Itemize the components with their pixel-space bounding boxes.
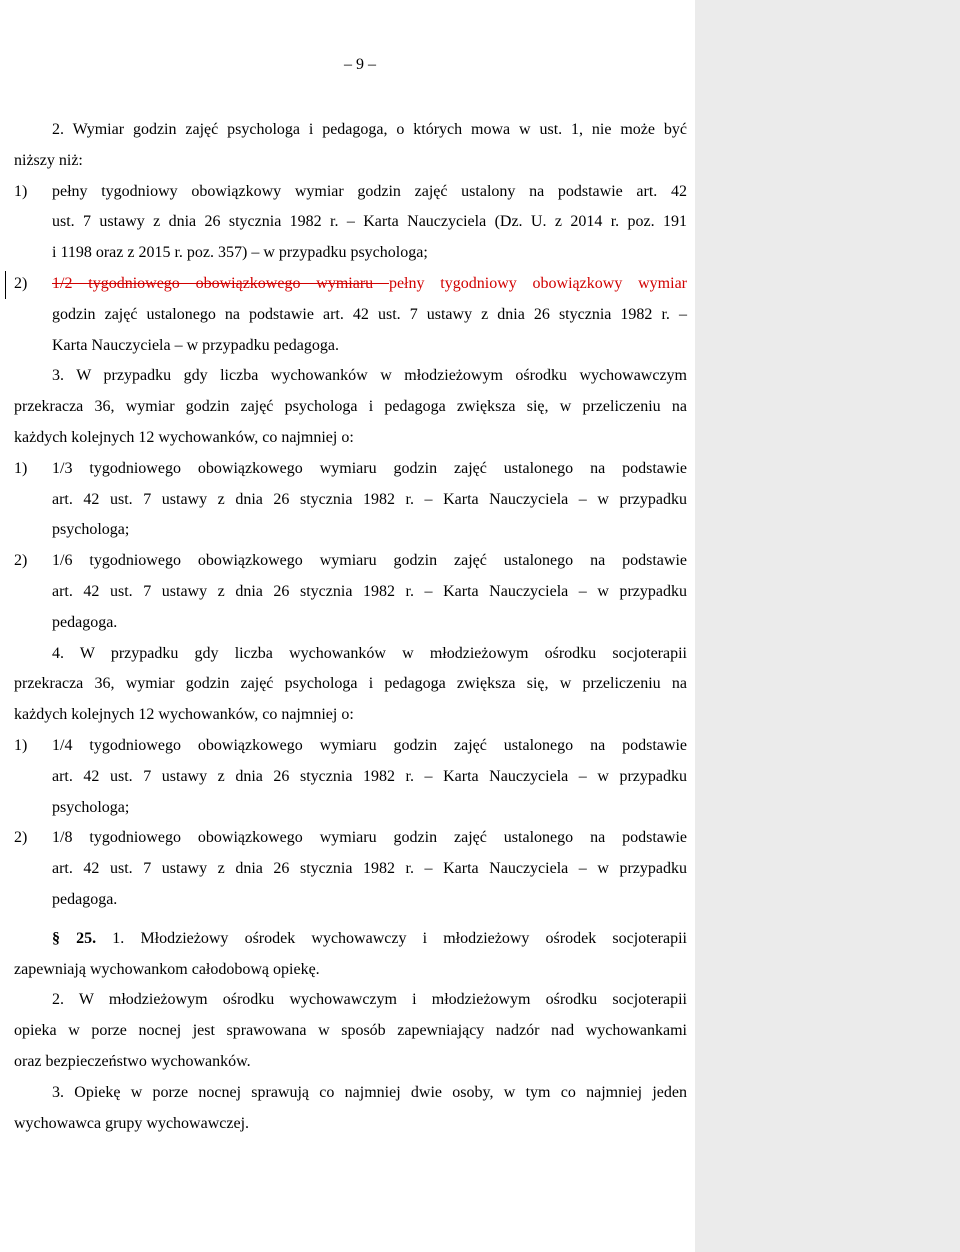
list-item-line: art. 42 ust. 7 ustawy z dnia 26 stycznia 1982 r. – Karta Nauczyciela – w przypadku	[52, 860, 687, 878]
deleted-text: 1/2 tygodniowego obowiązkowego wymiaru	[52, 274, 389, 292]
list-item-line: psychologa;	[52, 521, 130, 539]
paragraph-line: 4. W przypadku gdy liczba wychowanków w młodzieżowym ośrodku socjoterapii	[52, 644, 687, 662]
paragraph-line: oraz bezpieczeństwo wychowanków.	[14, 1052, 251, 1070]
paragraph-line: niższy niż:	[14, 151, 83, 169]
list-item: 2) 1/6 tygodniowego obowiązkowego wymiaru godzin zajęć ustalonego na podstawie	[14, 547, 687, 578]
paragraph-line: 3. Opiekę w porze nocnej sprawują co najmniej dwie osoby, w tym co najmniej jeden	[52, 1083, 687, 1101]
paragraph-line: każdych kolejnych 12 wychowanków, co najmniej o:	[14, 428, 354, 446]
paragraph-line: opieka w porze nocnej jest sprawowana w sposób zapewniający nadzór nad wychowankami	[14, 1022, 687, 1040]
list-number: 2)	[14, 829, 28, 847]
change-bar	[5, 271, 6, 299]
list-item: 1) pełny tygodniowy obowiązkowy wymiar godzin zajęć ustalony na podstawie art. 42	[14, 178, 687, 209]
list-item	[14, 270, 687, 301]
paragraph-line: każdych kolejnych 12 wychowanków, co najmniej o:	[14, 706, 354, 724]
list-number: 2)	[14, 552, 28, 570]
list-item-line: psychologa;	[52, 798, 130, 816]
section-label: § 25.	[52, 929, 97, 947]
list-number: 1)	[14, 459, 28, 477]
list-number: 1)	[14, 182, 28, 200]
comment-pane	[695, 0, 960, 1252]
paragraph-line: § 25. 1. Młodzieżowy ośrodek wychowawczy i młodzieżowy ośrodek socjoterapii	[52, 929, 688, 947]
list-item-line: Karta Nauczyciela – w przypadku pedagoga.	[52, 336, 339, 354]
paragraph-line: 2. W młodzieżowym ośrodku wychowawczym i młodzieżowym ośrodku socjoterapii	[52, 991, 687, 1009]
list-number: 1)	[14, 736, 28, 754]
list-item-line: art. 42 ust. 7 ustawy z dnia 26 stycznia 1982 r. – Karta Nauczyciela – w przypadku	[52, 490, 687, 508]
list-item-line: art. 42 ust. 7 ustawy z dnia 26 stycznia 1982 r. – Karta Nauczyciela – w przypadku	[52, 767, 687, 785]
list-item: 2) 1/8 tygodniowego obowiązkowego wymiaru godzin zajęć ustalonego na podstawie	[14, 824, 687, 855]
paragraph-line: wychowawca grupy wychowawczej.	[14, 1114, 250, 1132]
paragraph-line: 3. W przypadku gdy liczba wychowanków w młodzieżowym ośrodku wychowawczym	[52, 367, 687, 385]
list-item-line: ust. 7 ustawy z dnia 26 stycznia 1982 r. – Karta Nauczyciela (Dz. U. z 2014 r. poz. 191	[52, 213, 687, 231]
list-item-line: pedagoga.	[52, 613, 118, 631]
list-item-line: godzin zajęć ustalonego na podstawie art. 42 ust. 7 ustawy z dnia 26 stycznia 1982 r. –	[52, 305, 687, 323]
list-item: 1) 1/3 tygodniowego obowiązkowego wymiaru godzin zajęć ustalonego na podstawie	[14, 455, 687, 486]
list-number: 2)	[14, 274, 28, 292]
paragraph-line: przekracza 36, wymiar godzin zajęć psychologa i pedagoga zwiększa się, w przeliczeniu na	[14, 398, 687, 416]
list-item: 1) 1/4 tygodniowego obowiązkowego wymiaru godzin zajęć ustalonego na podstawie	[14, 732, 687, 763]
inserted-text: pełny tygodniowy obowiązkowy wymiar	[388, 274, 687, 292]
paragraph-line: zapewniają wychowankom całodobową opiekę.	[14, 960, 320, 978]
list-item-line: art. 42 ust. 7 ustawy z dnia 26 stycznia 1982 r. – Karta Nauczyciela – w przypadku	[52, 582, 687, 600]
list-item-line: i 1198 oraz z 2015 r. poz. 357) – w przypadku psychologa;	[52, 244, 428, 262]
page-number: – 9 –	[344, 56, 376, 73]
paragraph-line: przekracza 36, wymiar godzin zajęć psychologa i pedagoga zwiększa się, w przeliczeniu na	[14, 675, 687, 693]
list-item-line: pedagoga.	[52, 890, 118, 908]
paragraph-line: 2. Wymiar godzin zajęć psychologa i pedagoga, o których mowa w ust. 1, nie może być	[52, 121, 687, 138]
document-body	[14, 116, 687, 1140]
